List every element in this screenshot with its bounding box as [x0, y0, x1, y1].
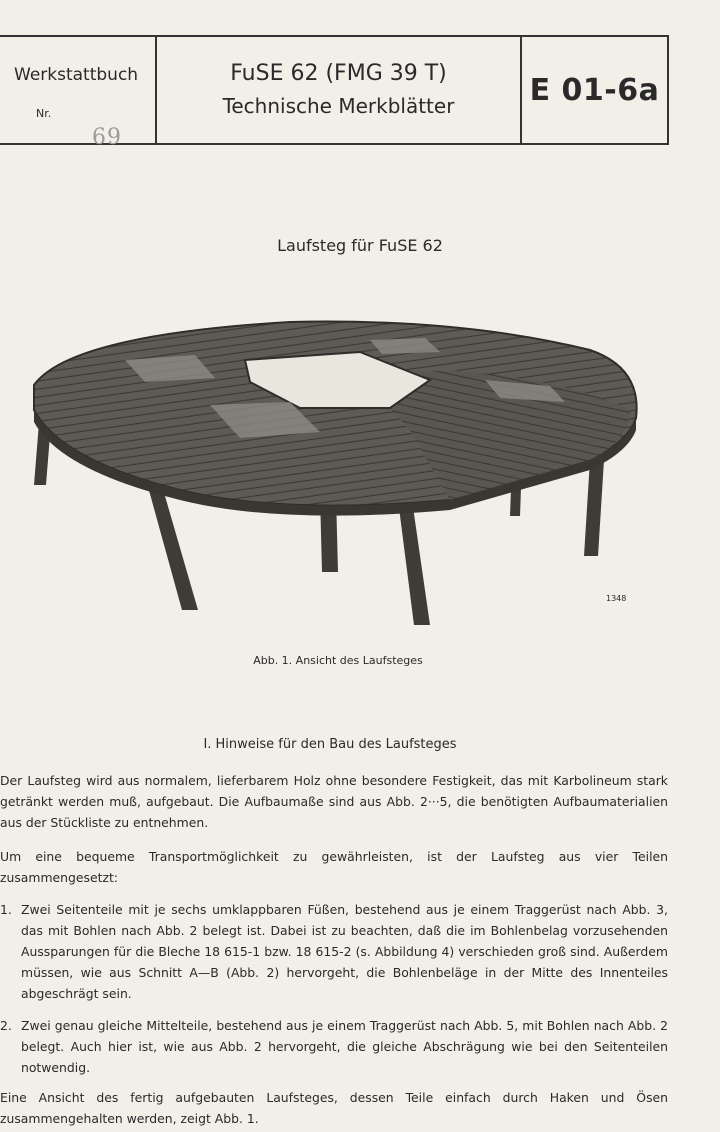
page-title: Laufsteg für FuSE 62	[277, 236, 443, 255]
figure-caption: Abb. 1. Ansicht des Laufsteges	[253, 654, 423, 667]
book-label: Werkstattbuch	[14, 65, 139, 85]
walkway-photo	[30, 310, 650, 640]
list-item-2-number: 2.	[0, 1018, 12, 1033]
list-item-1	[0, 899, 668, 1004]
list-item-2	[0, 1015, 668, 1078]
document-header	[0, 35, 669, 150]
document-title: FuSE 62 (FMG 39 T)	[230, 61, 447, 86]
paragraph-3: Eine Ansicht des fertig aufgebauten Laufsteges, dessen Teile einfach durch Haken und Ösen zusammengehalten werden, zeigt Abb. 1.	[0, 1090, 668, 1126]
nr-label: Nr.	[36, 107, 52, 120]
figure-number: 1348	[606, 594, 627, 603]
header-book-cell	[0, 37, 157, 150]
header-title-cell	[157, 37, 522, 143]
header-code-cell	[522, 37, 667, 143]
section-heading: I. Hinweise für den Bau des Laufsteges	[203, 737, 457, 752]
paragraph-1: Der Laufsteg wird aus normalem, lieferbarem Holz ohne besondere Festigkeit, das mit Karbolineum stark getränkt werden muß, aufgebaut. Die Aufbaumaße sind aus Abb. 2···5, die benötigten Aufbaumaterialien aus der Stückliste zu entnehmen.	[0, 773, 668, 830]
list-item-1-number: 1.	[0, 902, 12, 917]
handwritten-number: 69	[92, 125, 122, 150]
document-subtitle: Technische Merkblätter	[222, 94, 455, 118]
list-item-2-text: Zwei genau gleiche Mittelteile, bestehend aus je einem Traggerüst nach Abb. 5, mit Bohlen nach Abb. 2 belegt. Auch hier ist, wie aus Abb. 2 hervorgeht, die gleiche Abschrägung wie bei den Seitenteilen notwendig.	[21, 1018, 668, 1075]
document-code: E 01-6a	[529, 72, 660, 108]
list-item-1-text: Zwei Seitenteile mit je sechs umklappbaren Füßen, bestehend aus je einem Traggerüst nach Abb. 3, das mit Bohlen nach Abb. 2 belegt ist. Dabei ist zu beachten, daß die im Bohlenbelag vorzusehenden Aussparungen für die Bleche 18 615-1 bzw. 18 615-2 (s. Abbildung 4) verschieden groß sind. Außerdem müssen, wie aus Schnitt A—B (Abb. 2) hervorgeht, die Bohlenbeläge in der Mitte des Innenteiles abgeschrägt sein.	[21, 902, 668, 1001]
paragraph-2: Um eine bequeme Transportmöglichkeit zu gewährleisten, ist der Laufsteg aus vier Teilen zusammengesetzt:	[0, 849, 668, 885]
